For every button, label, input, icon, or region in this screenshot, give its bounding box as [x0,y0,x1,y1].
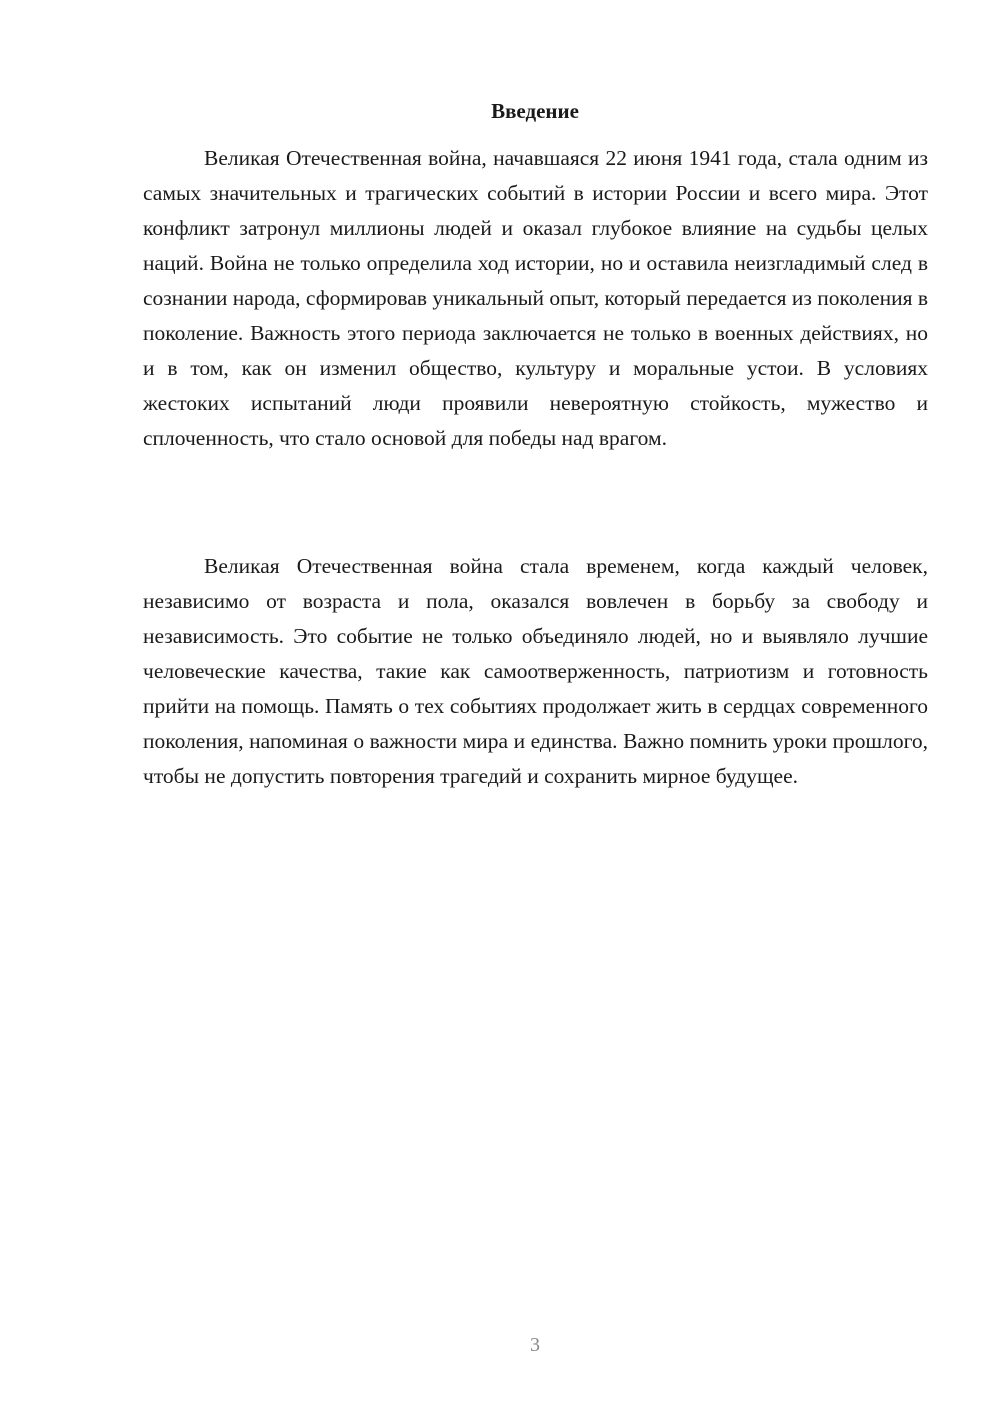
paragraph-2: Великая Отечественная война стала временем, когда каждый человек, независимо от возраста и пола, оказался вовлечен в борьбу за свободу и независимость. Это событие не только объединяло людей, но и выявляло лучшие человеческие качества, такие как самоотверженность, патриотизм и готовность прийти на помощь. Память о тех событиях продолжает жить в сердцах современного поколения, напоминая о важности мира и единства. Важно помнить уроки прошлого, чтобы не допустить повторения трагедий и сохранить мирное будущее. [143,554,928,788]
page-number: 3 [530,1334,540,1356]
paragraph-1: Великая Отечественная война, начавшаяся 22 июня 1941 года, стала одним из самых значительных и трагических событий в истории России и всего мира. Этот конфликт затронул миллионы людей и оказал глубокое влияние на судьбы целых наций. Война не только определила ход истории, но и оставила неизгладимый след в сознании народа, сформировав уникальный опыт, который передается из поколения в поколение. Важность этого периода заключается не только в военных действиях, но и в том, как он изменил общество, культуру и моральные устои. В условиях жестоких испытаний люди проявили невероятную стойкость, мужество и сплоченность, что стало основой для победы над врагом. [143,146,929,450]
section-heading: Введение [491,99,579,123]
